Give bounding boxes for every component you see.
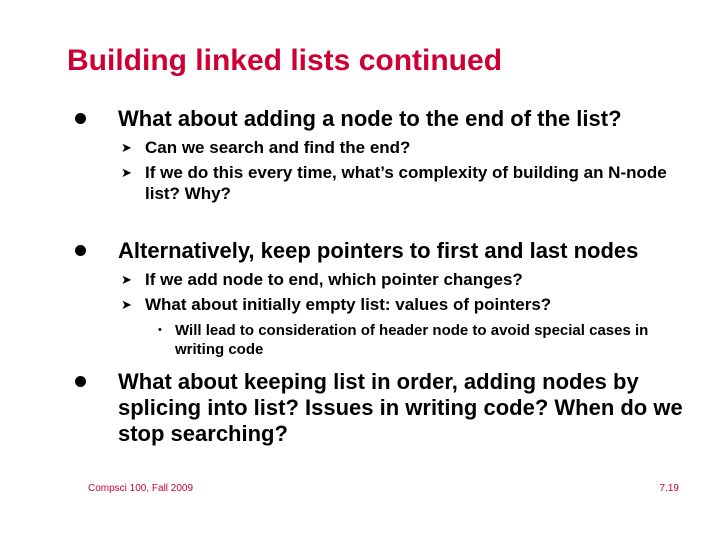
footer-slide-number: 7.19 xyxy=(659,483,679,494)
bullet-1-text: What about adding a node to the end of the list? xyxy=(118,106,622,131)
bullet-circle-icon xyxy=(75,245,87,257)
arrowhead-icon: ➤ xyxy=(121,140,132,155)
small-dot-icon: • xyxy=(158,324,162,336)
bullet-circle-icon xyxy=(75,376,87,388)
arrowhead-icon: ➤ xyxy=(121,272,132,287)
footer-course: Compsci 100, Fall 2009 xyxy=(88,483,194,494)
arrowhead-icon: ➤ xyxy=(121,297,132,312)
bullet-2-sub-2: What about initially empty list: values of pointers? xyxy=(145,295,552,314)
bullet-2-text: Alternatively, keep pointers to first and last nodes xyxy=(118,238,639,263)
bullet-1-sub-2: If we do this every time, what’s complexity of building an N-node list? Why? xyxy=(145,163,667,203)
slide-title: Building linked lists continued xyxy=(67,44,503,77)
bullet-3-text: What about keeping list in order, adding nodes by splicing into list? Issues in writing code? When do we stop searching? xyxy=(118,369,683,446)
bullet-2-subsub-1: Will lead to consideration of header node to avoid special cases in writing code xyxy=(175,322,649,358)
bullet-1-sub-1: Can we search and find the end? xyxy=(145,138,411,157)
arrowhead-icon: ➤ xyxy=(121,165,132,180)
bullet-circle-icon xyxy=(75,113,87,125)
bullet-2-sub-1: If we add node to end, which pointer changes? xyxy=(145,270,523,289)
